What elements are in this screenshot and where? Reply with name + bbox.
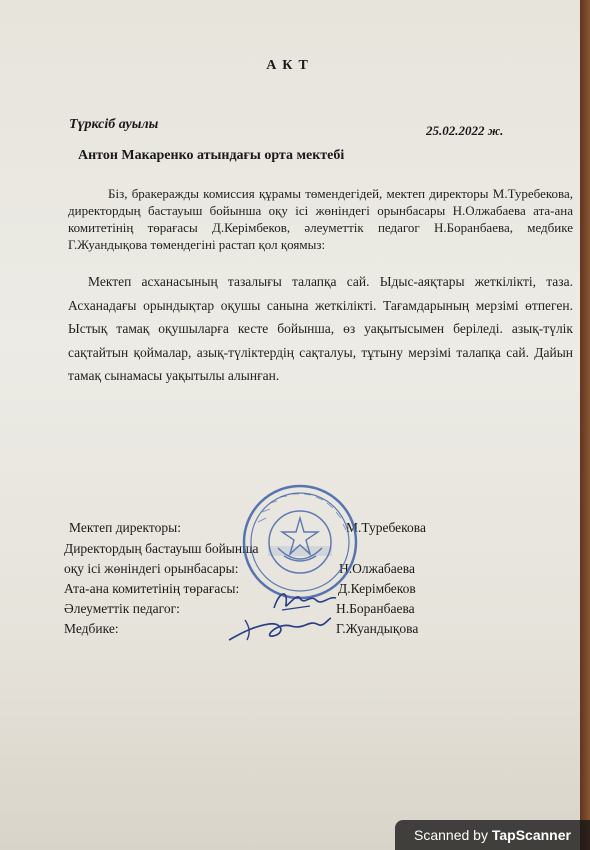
intro-paragraph xyxy=(68,185,573,253)
signature-role-nurse: Медбике: xyxy=(64,621,119,636)
official-seal-stamp xyxy=(240,482,360,602)
signature-name-director: М.Туребекова xyxy=(346,520,426,535)
school-name: Антон Макаренко атындағы орта мектебі xyxy=(78,148,345,163)
watermark-prefix: Scanned by xyxy=(414,827,492,843)
document-title: АКТ xyxy=(266,58,314,73)
scanner-watermark xyxy=(395,820,590,850)
document-date: 25.02.2022 ж. xyxy=(426,123,504,138)
signature-role-social-pedagogue: Әлеуметтік педагог: xyxy=(64,601,180,616)
watermark-brand: TapScanner xyxy=(491,827,571,843)
signature-role-parents: Ата-ана комитетінің төрағасы: xyxy=(64,581,240,596)
table-edge xyxy=(580,0,590,850)
signature-name-parents: Д.Керімбеков xyxy=(338,581,416,596)
signature-name-deputy: Н.Олжабаева xyxy=(339,561,415,576)
signature-role-deputy-line1: Директордың бастауыш бойынша xyxy=(64,541,259,556)
body-text: Мектеп асханасының тазалығы талапқа сай. Ыдыс-аяқтары жеткілікті, таза. Асханадағы орындықтар оқушы санына жеткілікті. Тағамдарының мерзімі өтпеген. Ыстық тамақ оқушыларға кесте бойынша, өз уақытысымен беріледі. азық-түлік сақтайтын қоймалар, азық-түліктердің сақталуы, тұтыну мерзімі талапқа сай. Дайын тамақ сынамасы уақытылы алынған. xyxy=(68,274,573,383)
village-name: Түрксіб ауылы xyxy=(69,117,159,132)
signature-name-social-pedagogue: Н.Боранбаева xyxy=(336,601,415,616)
body-paragraph xyxy=(68,270,573,388)
signature-mark-nurse xyxy=(225,612,335,646)
intro-text: Біз, бракеражды комиссия құрамы төмендегідей, мектеп директоры М.Туребекова, директордың бастауыш бойынша оқу ісі жөніндегі орынбасары Н.Олжабаева ата-ана комитетінің төрағасы Д.Керімбеков, әлеуметтік педагог Н.Боранбаева, медбике Г.Жуандықова төмендегіні растап қол қоямыз: xyxy=(68,186,573,252)
signature-role-deputy-line2: оқу ісі жөніндегі орынбасары: xyxy=(64,561,239,576)
signature-role-director: Мектеп директоры: xyxy=(69,520,181,535)
signature-name-nurse: Г.Жуандықова xyxy=(336,621,419,636)
